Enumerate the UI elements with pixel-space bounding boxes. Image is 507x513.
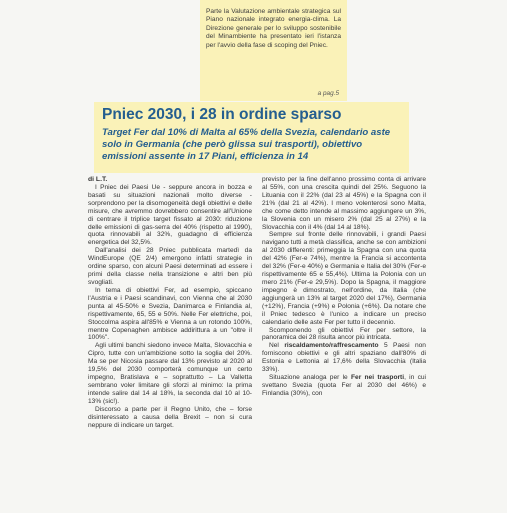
article-paragraph: I Pniec dei Paesi Ue - seppure ancora in bozza e basati su situazioni nazionali molto diverse - sorprendono per la disomogeneità degli obiettivi e delle misure, che avremmo dovrebbero consentire all'Unione di centrare il triplice target fissato al 2030: riduzione delle emissioni di gas-serra del 40% (rispetto al 1990), quota rinnovabili al 32%, guadagno di efficienza energetica del 32,5%.: [88, 183, 252, 247]
sidebar-news-box: [200, 0, 347, 101]
article-paragraph: Agli ultimi banchi siedono invece Malta, Slovacchia e Cipro, tutte con un'ambizione sotto la soglia del 20%. Ma se per Nicosia passare dal 13% previsto al 2020 al 19,5% del 2030 comporterà comunque un certo impegno, Bratislava e – soprattutto – La Valletta sembrano voler limitare gli sforzi al minimo: la prima intende salire dal 14 al 18%, la seconda dal 10 al 10-13% (sic!).: [88, 342, 252, 405]
article-subtitle: Target Fer dal 10% di Malta al 65% della Svezia, calendario aste solo in Germania (che però glissa sui trasporti), obiettivo emissioni assente in 17 Piani, efficienza in 14: [102, 127, 391, 162]
article-header: [94, 102, 409, 173]
sidebar-news-text-block: [206, 8, 341, 50]
article-author: di L.T.: [88, 176, 108, 183]
article-paragraph: Nel riscaldamento/raffrescamento 5 Paesi non forniscono obiettivi e gli altri spaziano dall'80% di Estonia e Lettonia al 17,6% della Slovacchia (Italia 33%).: [262, 342, 426, 374]
article-column-right: [262, 176, 426, 513]
article-title: Pniec 2030, i 28 in ordine sparso: [102, 106, 342, 123]
article-paragraph: Sempre sul fronte delle rinnovabili, i grandi Paesi navigano tutti a metà classifica, anche se con ambizioni al 2030 differenti: primeggia la Spagna con una quota del 42% (Fer-e 74%), mentre la Francia si accontenta del 32% (Fer-e 40%) e Germania e Italia del 30% (Fer-e rispettivamente 65 e 55,4%). Ultima la Polonia con un mero 21% (Fer-e 29,5%). Dopo la Spagna, il maggiore impegno è dimostrato, nell'ordine, da Italia (che aggiungerà un 13% al target 2020 del 17%), Germania (+12%), Francia (+9%) e Polonia (+6%). Da notare che il Pniec tedesco è l'unico a indicare un preciso calendario delle aste Fer per tutto il decennio.: [262, 231, 426, 326]
bold-lead-phrase: Fer nei trasporti: [351, 374, 405, 382]
page-reference: a pag.5: [317, 90, 339, 97]
article-paragraph: Situazione analoga per le Fer nei trasporti, in cui svettano Svezia (quota Fer al 2030 del 46%) e Finlandia (30%), con: [262, 374, 426, 397]
article-paragraph: In tema di obiettivi Fer, ad esempio, spiccano l'Austria e i Paesi scandinavi, con Vienna che al 2030 punta al 45-50% e Svezia, Danimarca e Finlandia al, rispettivamente, 65, 55 e 50%. Nelle Fer elettriche, poi, Stoccolma aspira all'85% e Vienna a un rotondo 100%, mentre Copenaghen ambisce addirittura a un "oltre il 100%".: [88, 286, 252, 342]
bold-lead-phrase: riscaldamento/raffrescamento: [284, 342, 379, 350]
article-paragraph: Scomponendo gli obiettivi Fer per settore, la panoramica dei 28 risulta ancor più intricata.: [262, 326, 426, 342]
article-paragraph: Dall'analisi dei 28 Pniec pubblicata martedì da WindEurope (QE 2/4) emergono infatti strategie in ordine sparso, con alcuni Paesi determinati ad essere i primi della classe nella transizione e altri ben più svogliati.: [88, 247, 252, 286]
article-column-left: [88, 176, 252, 513]
sidebar-news-text: Parte la Valutazione ambientale strategica sul Piano nazionale integrato energia-clima. La Direzione generale per lo sviluppo sostenibile del Minambiente ha presentato ieri l'istanza per l'avvio della fase di scoping del Pniec.: [206, 8, 341, 49]
article-paragraph: previsto per la fine dell'anno prossimo conta di arrivare al 55%, con una crescita quindi del 25%. Seguono la Lituania con il 22% (dal 23 al 45%) e la Spagna con il 21% (dal 21 al 42%). I meno volenterosi sono Malta, che come detto intende al massimo aggiungere un 3%, la Slovenia con un misero 2% (dal 25 al 27%) e la Slovacchia con il 4% (dal 14 al 18%).: [262, 176, 426, 231]
article-paragraph: Discorso a parte per il Regno Unito, che – forse disinteressato a causa della Brexit – non si cura neppure di indicare un target.: [88, 405, 252, 429]
